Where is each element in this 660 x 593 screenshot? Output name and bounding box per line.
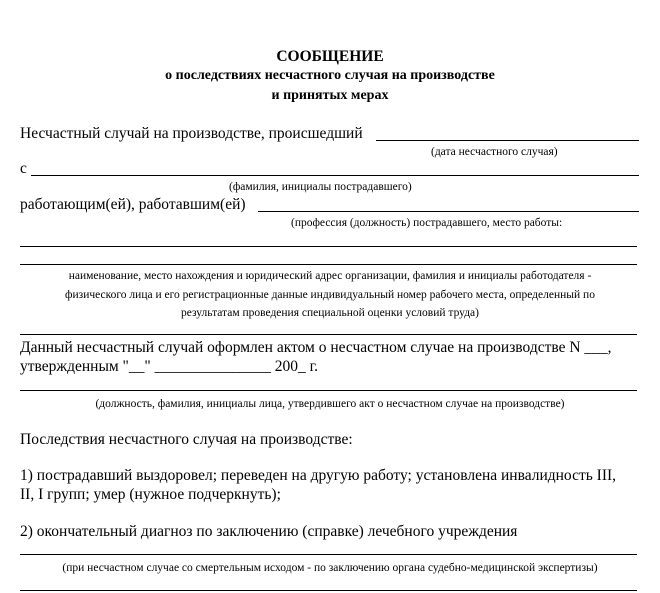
act-line2: утвержденным "__" _______________ 200_ г. <box>20 358 319 375</box>
item2-text: 2) окончательный диагноз по заключению (справке) лечебного учреждения <box>20 523 518 540</box>
consequences-heading: Последствия несчастного случая на производстве: <box>20 431 353 448</box>
working-label: работающим(ей), работавшим(ей) <box>20 196 246 213</box>
accident-date-caption: (дата несчастного случая) <box>431 146 558 158</box>
organization-caption-line3: результатам проведения специальной оценки условий труда) <box>181 307 479 319</box>
item1-line1: 1) пострадавший выздоровел; переведен на другую работу; установлена инвалидность III, <box>20 467 617 484</box>
with-label: с <box>20 160 27 177</box>
organization-caption-line1: наименование, место нахождения и юридический адрес организации, фамилия и инициалы работодателя - <box>68 270 592 282</box>
accident-label: Несчастный случай на производстве, происшедший <box>20 125 363 142</box>
item1-line2: II, I групп; умер (нужное подчеркнуть); <box>20 486 281 503</box>
diagnosis-field[interactable] <box>20 554 637 555</box>
organization-field-2[interactable] <box>20 264 637 265</box>
act-line1: Данный несчастный случай оформлен актом о несчастном случае на производстве N ___, <box>20 339 612 356</box>
victim-name-caption: (фамилия, инициалы пострадавшего) <box>229 181 412 193</box>
accident-date-field[interactable] <box>376 140 639 141</box>
diagnosis-caption: (при несчастном случае со смертельным исходом - по заключению органа судебно-медицинской экспертизы) <box>62 562 598 574</box>
organization-field-3[interactable] <box>20 334 637 335</box>
document-subtitle-line1: о последствиях несчастного случая на производстве <box>165 68 495 83</box>
approver-field[interactable] <box>20 390 637 391</box>
document-subtitle-line2: и принятых мерах <box>271 88 389 103</box>
document-title: СООБЩЕНИЕ <box>276 48 384 65</box>
profession-caption: (профессия (должность) пострадавшего, место работы: <box>291 217 563 229</box>
profession-field[interactable] <box>258 211 639 212</box>
diagnosis-field-2[interactable] <box>20 590 637 591</box>
victim-name-field[interactable] <box>31 175 639 176</box>
organization-field-1[interactable] <box>20 246 637 247</box>
organization-caption-line2: физического лица и его регистрационные данные индивидуальный номер рабочего места, определенный по <box>65 289 595 301</box>
approver-caption: (должность, фамилия, инициалы лица, утвердившего акт о несчастном случае на производстве) <box>95 398 565 410</box>
